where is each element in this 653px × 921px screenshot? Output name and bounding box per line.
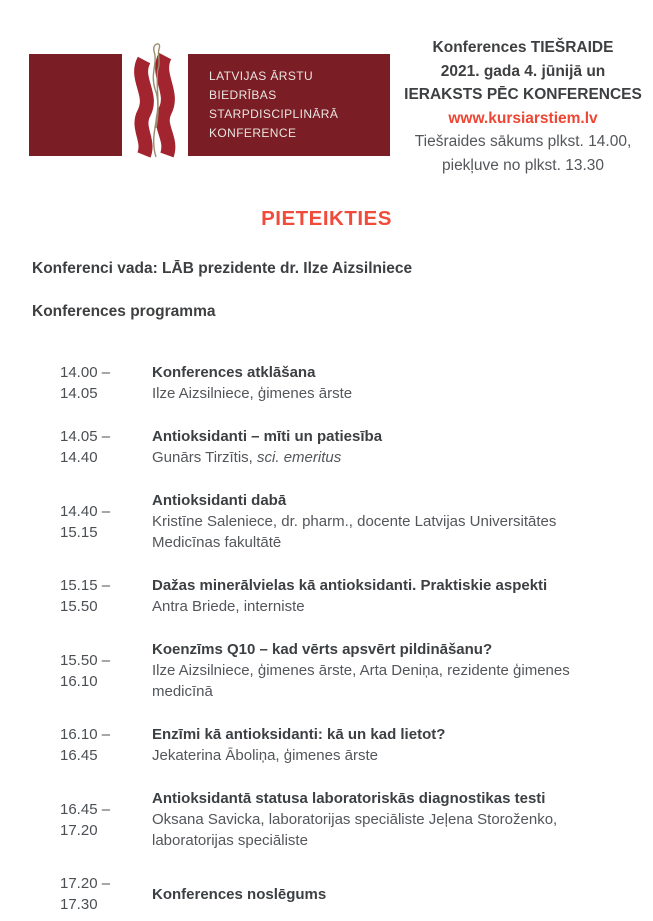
session-content: [152, 426, 612, 468]
session-content: [152, 490, 612, 553]
schedule-row: [60, 362, 653, 404]
session-title: Dažas minerālvielas kā antioksidanti. Praktiskie aspekti: [152, 577, 548, 594]
session-speakers: Ilze Aizsilniece, ģimenes ārste: [152, 385, 353, 402]
session-time: 16.45 – 17.20: [60, 800, 111, 839]
schedule-row: [60, 490, 653, 553]
moderator-line: Konferenci vada: LĀB prezidente dr. Ilze Aizsilniece: [32, 260, 413, 277]
session-time: 16.10 – 16.45: [60, 726, 111, 764]
session-speakers: Antra Briede, interniste: [152, 598, 305, 615]
logo-line: KONFERENCE: [209, 126, 297, 140]
page-header: [0, 0, 653, 207]
session-speakers: Oksana Savicka, laboratorijas speciāliste Jeļena Storoženko,: [152, 811, 558, 828]
session-title: Antioksidanti dabā: [152, 492, 287, 509]
session-time: 17.20 – 17.30: [60, 875, 111, 913]
conference-logo: [29, 54, 390, 156]
info-line-date: 2021. gada 4. jūnijā un: [440, 62, 606, 80]
schedule-row: [60, 639, 653, 702]
session-speakers: Kristīne Saleniece, dr. pharm., docente Latvijas Universitātes: [152, 513, 557, 530]
logo-emblem: [122, 54, 188, 156]
program-heading: Konferences programma: [32, 303, 216, 320]
session-title: Enzīmi kā antioksidanti: kā un kad lietot?: [152, 726, 446, 743]
session-content: [152, 884, 612, 905]
schedule-row: [60, 724, 653, 766]
session-title: Antioksidantā statusa laboratoriskās diagnostikas testi: [152, 790, 546, 807]
session-time: 15.50 – 16.10: [60, 651, 111, 690]
session-title: Konferences atklāšana: [152, 364, 316, 381]
session-speakers: Jekaterina Āboliņa, ģimenes ārste: [152, 747, 378, 764]
session-time: 14.40 – 15.15: [60, 502, 111, 541]
session-content: [152, 362, 612, 404]
logo-line: BIEDRĪBAS: [209, 88, 277, 102]
session-content: [152, 724, 612, 766]
session-title: Konferences noslēgums: [152, 885, 327, 903]
session-content: [152, 639, 612, 702]
info-line-recording: IERAKSTS PĒC KONFERENCES: [404, 86, 642, 103]
session-content: [152, 788, 612, 851]
schedule-row: [60, 575, 653, 617]
signup-link[interactable]: PIETEIKTIES: [261, 207, 392, 230]
schedule-row: [60, 426, 653, 468]
broadcast-info: [397, 36, 649, 177]
schedule-row: [60, 873, 653, 915]
schedule-list: [0, 362, 653, 915]
session-speakers: laboratorijas speciāliste: [152, 832, 308, 849]
session-time: 14.05 – 14.40: [60, 428, 111, 466]
info-line-start-time: Tiešraides sākums plkst. 14.00,: [414, 133, 632, 150]
logo-left-block: [29, 54, 122, 156]
website-link[interactable]: www.kursiarstiem.lv: [448, 109, 598, 127]
session-speakers: Gunārs Tirzītis, sci. emeritus: [152, 449, 342, 466]
session-time: 14.00 – 14.05: [60, 364, 111, 402]
schedule-row: [60, 788, 653, 851]
logo-line: LATVIJAS ĀRSTU: [209, 69, 314, 83]
wavy-ribbon-icon: [127, 36, 183, 168]
session-speakers: Ilze Aizsilniece, ģimenes ārste, Arta Deniņa, rezidente ģimenes: [152, 662, 570, 679]
logo-text-block: [188, 54, 390, 156]
session-title: Antioksidanti – mīti un patiesība: [152, 428, 383, 445]
session-speakers: Medicīnas fakultātē: [152, 534, 282, 551]
info-line-access-time: piekļuve no plkst. 13.30: [442, 156, 604, 174]
session-speakers: medicīnā: [152, 683, 213, 700]
info-line-livestream: Konferences TIEŠRAIDE: [432, 39, 614, 56]
logo-line: STARPDISCIPLINĀRĀ: [209, 107, 339, 121]
session-content: [152, 575, 612, 617]
session-time: 15.15 – 15.50: [60, 577, 111, 615]
cta-container: [0, 207, 653, 229]
session-title: Koenzīms Q10 – kad vērts apsvērt pildināšanu?: [152, 641, 493, 658]
